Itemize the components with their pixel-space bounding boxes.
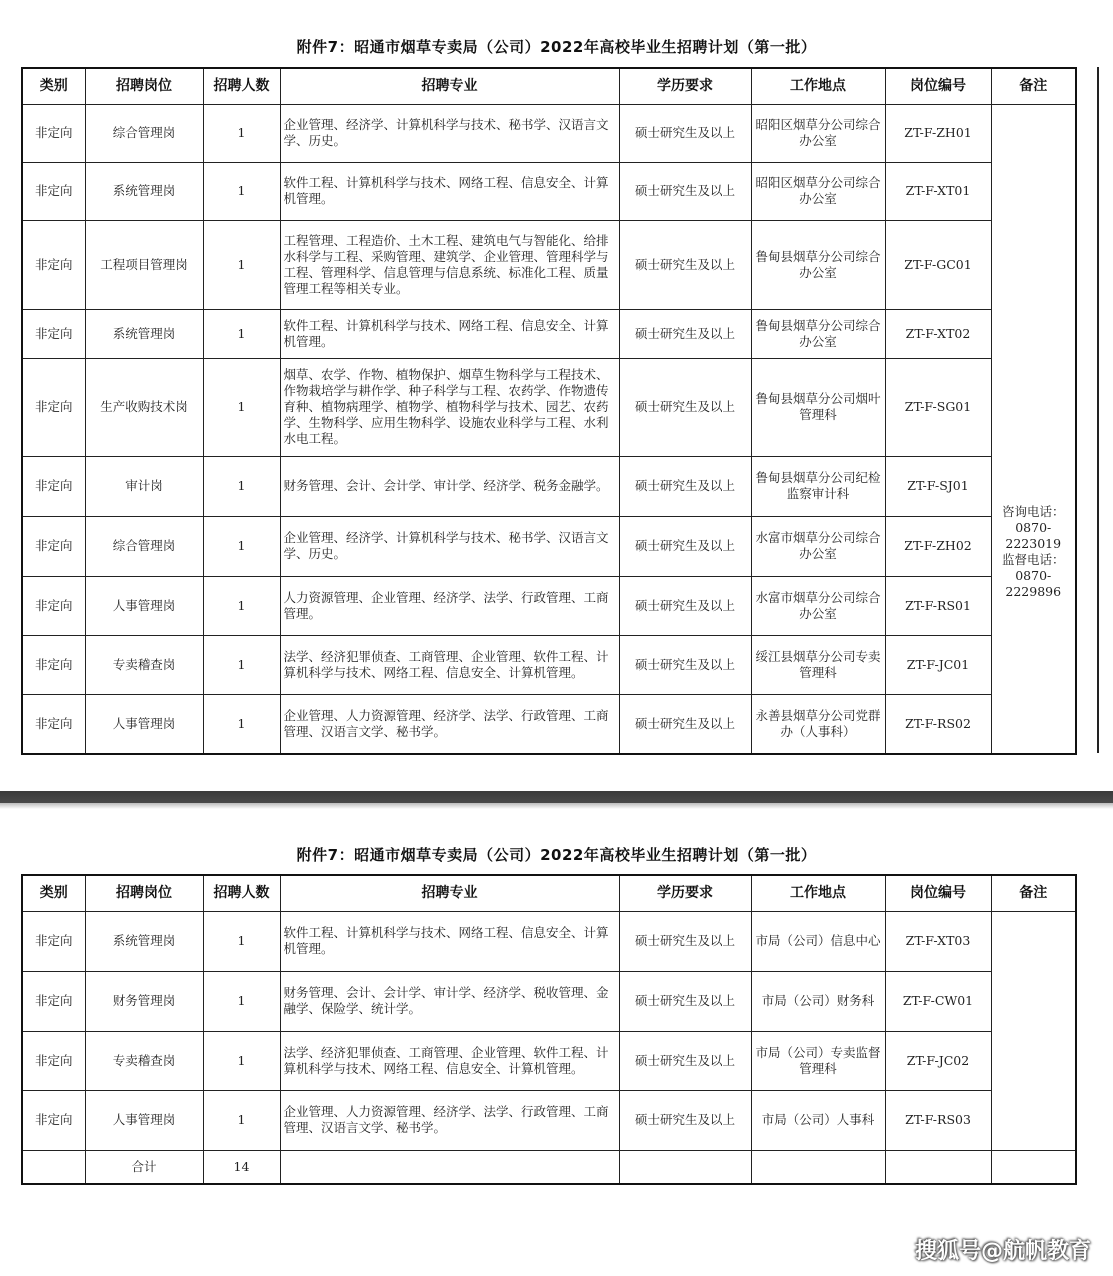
cell-code: ZT-F-SG01 [885,358,991,456]
cell-note [991,911,1076,1150]
cell-major: 法学、经济犯罪侦查、工商管理、企业管理、软件工程、计算机科学与技术、网络工程、信息安全、计算机管理。 [280,635,619,694]
cell-education: 硕士研究生及以上 [619,516,751,576]
header-major: 招聘专业 [280,68,619,104]
cell-type: 非定向 [22,104,85,162]
cell-count: 1 [203,456,280,516]
cell-location: 市局（公司）专卖监督管理科 [751,1031,885,1090]
cell-location: 昭阳区烟草分公司综合办公室 [751,104,885,162]
cell-count: 1 [203,911,280,971]
cell-education: 硕士研究生及以上 [619,971,751,1031]
cell-post: 审计岗 [85,456,203,516]
cell-count: 1 [203,516,280,576]
note-consult-phone: 0870-2223019 [1005,519,1062,551]
cell-count: 1 [203,309,280,358]
cell-location: 鲁甸县烟草分公司综合办公室 [751,309,885,358]
table-row [22,911,1076,971]
cell-location: 鲁甸县烟草分公司纪检监察审计科 [751,456,885,516]
cell-major: 法学、经济犯罪侦查、工商管理、企业管理、软件工程、计算机科学与技术、网络工程、信息安全、计算机管理。 [280,1031,619,1090]
cell-post: 综合管理岗 [85,516,203,576]
recruitment-plan-table [21,67,1077,755]
page-divider [0,791,1113,803]
table-row [22,104,1076,162]
cell-location: 鲁甸县烟草分公司烟叶管理科 [751,358,885,456]
table-row [22,971,1076,1031]
cell-post: 系统管理岗 [85,911,203,971]
cell-code: ZT-F-RS03 [885,1090,991,1150]
cell-type: 非定向 [22,220,85,309]
note-supervise-phone: 0870-2229896 [1005,567,1062,599]
cell-type: 非定向 [22,911,85,971]
cell-count: 1 [203,971,280,1031]
header-education: 学历要求 [619,68,751,104]
header-count: 招聘人数 [203,875,280,911]
cell-location: 市局（公司）财务科 [751,971,885,1031]
cell-major: 人力资源管理、企业管理、经济学、法学、行政管理、工商管理。 [280,576,619,635]
watermark: 搜狐号@航帆教育 [914,1239,1091,1264]
cell-count: 1 [203,576,280,635]
header-code: 岗位编号 [885,875,991,911]
cell-count: 1 [203,694,280,754]
cell-code: ZT-F-JC01 [885,635,991,694]
cell-code: ZT-F-XT02 [885,309,991,358]
cell-type: 非定向 [22,162,85,220]
cell-type: 非定向 [22,1031,85,1090]
cell-count: 1 [203,162,280,220]
cell-post: 系统管理岗 [85,162,203,220]
cell-education: 硕士研究生及以上 [619,456,751,516]
header-post: 招聘岗位 [85,875,203,911]
table-header-row [22,68,1076,104]
cell-code: ZT-F-XT01 [885,162,991,220]
page-title: 附件7：昭通市烟草专卖局（公司）2022年高校毕业生招聘计划（第一批） [296,846,817,864]
cell-code: ZT-F-XT03 [885,911,991,971]
header-count: 招聘人数 [203,68,280,104]
cell-major: 企业管理、经济学、计算机科学与技术、秘书学、汉语言文学、历史。 [280,516,619,576]
cell-empty [280,1150,619,1184]
table-row [22,1090,1076,1150]
cell-type: 非定向 [22,516,85,576]
header-post: 招聘岗位 [85,68,203,104]
cell-location: 市局（公司）信息中心 [751,911,885,971]
cell-major: 软件工程、计算机科学与技术、网络工程、信息安全、计算机管理。 [280,911,619,971]
cell-major: 烟草、农学、作物、植物保护、烟草生物科学与工程技术、作物栽培学与耕作学、种子科学与工程、农药学、作物遗传育种、植物病理学、植物学、植物科学与技术、园艺、农药学、生物科学、应用生物科学、设施农业科学与工程、水利水电工程。 [280,358,619,456]
page-title: 附件7：昭通市烟草专卖局（公司）2022年高校毕业生招聘计划（第一批） [296,38,817,56]
table-row [22,358,1076,456]
cell-count: 1 [203,1090,280,1150]
cell-type: 非定向 [22,1090,85,1150]
cell-type: 非定向 [22,309,85,358]
cell-education: 硕士研究生及以上 [619,1031,751,1090]
cell-education: 硕士研究生及以上 [619,576,751,635]
cell-note [991,104,1076,754]
header-code: 岗位编号 [885,68,991,104]
header-education: 学历要求 [619,875,751,911]
cell-education: 硕士研究生及以上 [619,911,751,971]
cell-empty [751,1150,885,1184]
cell-location: 绥江县烟草分公司专卖管理科 [751,635,885,694]
cell-empty [22,1150,85,1184]
header-major: 招聘专业 [280,875,619,911]
cell-location: 水富市烟草分公司综合办公室 [751,516,885,576]
cell-location: 市局（公司）人事科 [751,1090,885,1150]
header-note: 备注 [991,875,1076,911]
cell-location: 鲁甸县烟草分公司综合办公室 [751,220,885,309]
cell-education: 硕士研究生及以上 [619,358,751,456]
cell-code: ZT-F-CW01 [885,971,991,1031]
table-row [22,576,1076,635]
cell-education: 硕士研究生及以上 [619,309,751,358]
cell-type: 非定向 [22,576,85,635]
cell-post: 专卖稽查岗 [85,1031,203,1090]
table-row [22,309,1076,358]
cell-location: 昭阳区烟草分公司综合办公室 [751,162,885,220]
cell-type: 非定向 [22,456,85,516]
cell-major: 财务管理、会计、会计学、审计学、经济学、税收管理、金融学、保险学、统计学。 [280,971,619,1031]
cell-code: ZT-F-SJ01 [885,456,991,516]
cell-type: 非定向 [22,694,85,754]
recruitment-plan-table [21,874,1077,1185]
header-location: 工作地点 [751,875,885,911]
page-edge-line [1097,67,1099,753]
cell-code: ZT-F-ZH02 [885,516,991,576]
table-row [22,1031,1076,1090]
cell-post: 人事管理岗 [85,1090,203,1150]
cell-code: ZT-F-JC02 [885,1031,991,1090]
cell-post: 人事管理岗 [85,694,203,754]
total-label: 合计 [85,1150,203,1184]
table-row [22,162,1076,220]
cell-major: 软件工程、计算机科学与技术、网络工程、信息安全、计算机管理。 [280,162,619,220]
cell-code: ZT-F-GC01 [885,220,991,309]
cell-count: 1 [203,220,280,309]
cell-location: 水富市烟草分公司综合办公室 [751,576,885,635]
cell-major: 企业管理、人力资源管理、经济学、法学、行政管理、工商管理、汉语言文学、秘书学。 [280,1090,619,1150]
note-supervise-label: 监督电话： [1001,551,1065,567]
cell-education: 硕士研究生及以上 [619,694,751,754]
cell-code: ZT-F-RS02 [885,694,991,754]
cell-location: 永善县烟草分公司党群办（人事科） [751,694,885,754]
header-type: 类别 [22,875,85,911]
cell-major: 企业管理、经济学、计算机科学与技术、秘书学、汉语言文学、历史。 [280,104,619,162]
cell-count: 1 [203,104,280,162]
cell-education: 硕士研究生及以上 [619,104,751,162]
cell-type: 非定向 [22,971,85,1031]
table-row [22,694,1076,754]
cell-count: 1 [203,1031,280,1090]
note-consult-label: 咨询电话： [1001,503,1065,519]
total-row [22,1150,1076,1184]
header-type: 类别 [22,68,85,104]
cell-education: 硕士研究生及以上 [619,162,751,220]
table-header-row [22,875,1076,911]
table-row [22,456,1076,516]
cell-empty [991,1150,1076,1184]
cell-type: 非定向 [22,635,85,694]
cell-post: 工程项目管理岗 [85,220,203,309]
cell-post: 专卖稽查岗 [85,635,203,694]
cell-type: 非定向 [22,358,85,456]
cell-education: 硕士研究生及以上 [619,220,751,309]
cell-post: 生产收购技术岗 [85,358,203,456]
cell-code: ZT-F-ZH01 [885,104,991,162]
cell-code: ZT-F-RS01 [885,576,991,635]
table-row [22,635,1076,694]
cell-major: 企业管理、人力资源管理、经济学、法学、行政管理、工商管理、汉语言文学、秘书学。 [280,694,619,754]
cell-major: 财务管理、会计、会计学、审计学、经济学、税务金融学。 [280,456,619,516]
cell-education: 硕士研究生及以上 [619,1090,751,1150]
header-location: 工作地点 [751,68,885,104]
total-count: 14 [203,1150,280,1184]
cell-major: 软件工程、计算机科学与技术、网络工程、信息安全、计算机管理。 [280,309,619,358]
cell-count: 1 [203,635,280,694]
page-divider-shadow [0,803,1113,809]
cell-empty [619,1150,751,1184]
cell-post: 财务管理岗 [85,971,203,1031]
cell-post: 人事管理岗 [85,576,203,635]
cell-post: 系统管理岗 [85,309,203,358]
cell-post: 综合管理岗 [85,104,203,162]
table-row [22,516,1076,576]
header-note: 备注 [991,68,1076,104]
cell-count: 1 [203,358,280,456]
cell-empty [885,1150,991,1184]
cell-major: 工程管理、工程造价、土木工程、建筑电气与智能化、给排水科学与工程、采购管理、建筑学、企业管理、管理科学与工程、管理科学、信息管理与信息系统、标准化工程、质量管理工程等相关专业。 [280,220,619,309]
cell-education: 硕士研究生及以上 [619,635,751,694]
table-row [22,220,1076,309]
